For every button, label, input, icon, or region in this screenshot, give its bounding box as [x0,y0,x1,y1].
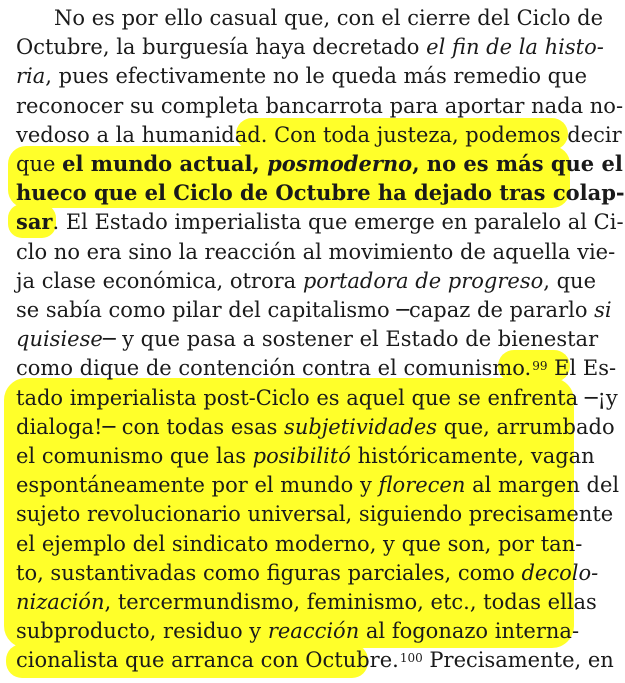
text-run: posmoderno [267,151,413,176]
text-run: como dique de contención contra el comunismo. [16,356,532,381]
text-line [16,267,596,295]
text-run: El Es- [554,356,617,381]
text-run: florecen [378,473,466,498]
text-run: No es por ello casual que, con el cierre del Ciclo de [54,6,604,30]
text-run: cionalista que arranca con Octubre. [16,648,399,673]
text-line [16,92,624,120]
text-run: . El Estado imperialista que emerge en paralelo al Ci- [52,210,624,235]
text-line [16,296,612,324]
text-line [16,208,624,236]
text-run: , tercermundismo, feminismo, etc., todas ellas [104,590,597,614]
text-run: quisiese [16,327,103,352]
text-run: dialoga!─ con todas esas [16,414,285,439]
text-run: portadora de progreso [302,268,544,293]
text-run: vedoso a la humanidad. [16,122,275,147]
footnote-marker: 100 [399,651,423,666]
text-line [16,471,620,499]
text-line [16,33,604,61]
text-run: clo no era sino la reacción al movimiento de aquella vie- [16,239,616,264]
text-line [16,413,615,441]
text-run: si [594,298,612,322]
text-run: al fogonazo interna- [359,619,580,644]
text-line [16,121,622,149]
text-run: al margen del [465,473,620,498]
text-line [16,500,614,528]
text-run: que, arrumbado [437,414,615,439]
text-line [16,150,623,178]
text-run: ria [16,64,46,89]
text-run: reacción [267,619,360,644]
text-run: nización [16,590,105,614]
text-run: Octubre, la burguesía haya decretado [16,35,427,60]
text-line [16,617,580,645]
text-run: ja clase económica, otrora [16,268,303,293]
text-line [16,238,616,266]
text-run: espontáneamente por el mundo y [16,473,379,498]
text-line [16,530,583,558]
text-run: el comunismo que las [16,444,253,468]
text-run: subjetividades [284,414,438,439]
text-line [16,588,597,616]
text-run: posibilitó [252,444,351,468]
text-run: , pues efectivamente no le queda más remedio que [45,64,588,89]
text-line [16,62,588,90]
text-line [16,325,599,353]
text-run: Con toda justeza, podemos decir [274,122,622,147]
text-run: el fin de la histo- [426,35,604,60]
text-run: el mundo actual, [62,151,268,176]
text-line [16,384,618,412]
text-run: que [16,152,63,176]
text-run: reconocer su completa bancarrota para aportar nada no- [16,93,624,118]
text-run: sujeto revolucionario universal, siguiendo precisamente [16,502,614,527]
text-run: subproducto, residuo y [16,619,268,644]
footnote-marker: 99 [532,359,548,374]
text-run: , no es más que el [412,151,623,176]
text-run: , que [543,268,596,293]
text-run: sar [16,209,53,235]
text-run: Precisamente, en [422,648,614,673]
text-line [54,4,604,32]
text-run: tado imperialista post-Ciclo es aquel que se enfrenta ─¡y [16,385,618,410]
text-run: decolo- [521,560,599,585]
text-line [16,442,595,470]
text-run: históricamente, vagan [350,444,595,468]
text-line [16,646,614,674]
text-line [16,354,617,382]
text-run: to, sustantivadas como figuras parciales, como [16,560,522,585]
text-run: se sabía como pilar del capitalismo ─capaz de pararlo [16,298,595,322]
text-run: ─ y que pasa a sostener el Estado de bienestar [102,327,599,352]
text-run: hueco que el Ciclo de Octubre ha dejado tras colap- [16,180,625,206]
text-line [16,559,599,587]
text-line [16,179,625,207]
text-run: el ejemplo del sindicato moderno, y que son, por tan- [16,531,583,556]
